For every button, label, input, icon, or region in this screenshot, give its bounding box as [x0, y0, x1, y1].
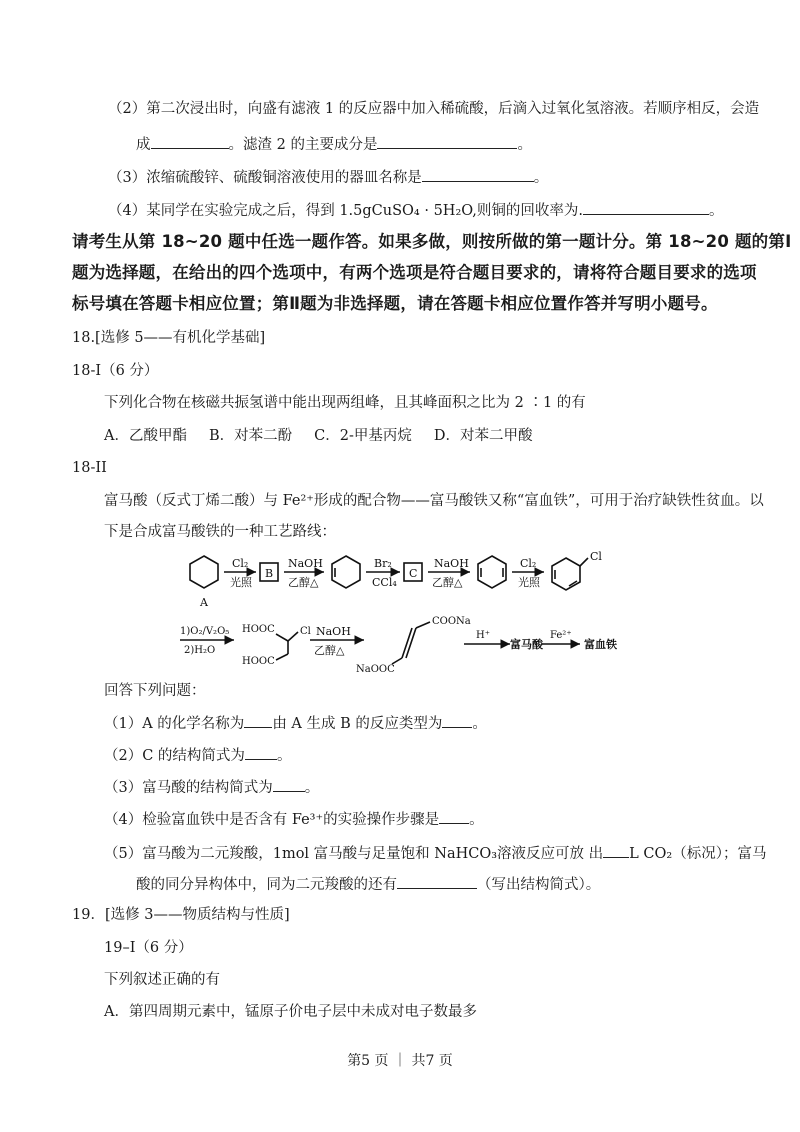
- cyclohexene-ring: [332, 556, 360, 588]
- q3-line: （3）浓缩硫酸锌、硫酸铜溶液使用的器皿名称是 。: [108, 167, 548, 188]
- answer-blank[interactable]: [422, 167, 534, 182]
- cyclohexadiene-ring: [478, 556, 506, 588]
- svg-text:富血铁: 富血铁: [584, 638, 617, 651]
- sub-question-5-line2: 酸的同分异构体中，同为二元羧酸的还有 （写出结构简式）。: [136, 874, 600, 895]
- answer-blank[interactable]: [245, 745, 277, 760]
- answer-blank[interactable]: [583, 200, 709, 215]
- option-b[interactable]: B．对苯二酚: [208, 428, 293, 444]
- answer-blank[interactable]: [244, 713, 272, 728]
- cyclohexane-ring: [190, 556, 218, 588]
- q19-part1-label: 19–I（6 分）: [104, 940, 193, 956]
- answer-blank[interactable]: [603, 843, 629, 858]
- synthesis-scheme: [180, 548, 640, 678]
- q18-header: 18.[选修 5——有机化学基础]: [72, 330, 266, 346]
- q18-part1-label: 18-I（6 分）: [72, 363, 159, 379]
- svg-text:NaOH: NaOH: [434, 557, 469, 570]
- svg-text:光照: 光照: [230, 576, 252, 589]
- chlorocyclohexadiene-ring: [552, 558, 580, 590]
- answer-blank[interactable]: [397, 874, 477, 889]
- svg-text:C: C: [409, 567, 418, 580]
- svg-text:CCl₄: CCl₄: [372, 576, 397, 589]
- q18-options: [104, 426, 555, 446]
- sub-question-2: （2）C 的结构简式为 。: [104, 745, 291, 766]
- instruction-line-3: 标号填在答题卡相应位置；第Ⅱ题为非选择题，请在答题卡相应位置作答并写明小题号。: [72, 294, 718, 313]
- svg-text:Cl₂: Cl₂: [520, 557, 537, 570]
- svg-text:乙醇△: 乙醇△: [314, 644, 345, 657]
- svg-text:2)H₂O: 2)H₂O: [184, 645, 216, 656]
- svg-text:1)O₂/V₂O₅: 1)O₂/V₂O₅: [180, 626, 230, 637]
- q18-part2-intro-1: 富马酸（反式丁烯二酸）与 Fe²⁺形成的配合物——富马酸铁又称“富血铁”，可用于治疗缺铁性贫血。以: [104, 493, 764, 509]
- answer-blank[interactable]: [151, 134, 229, 149]
- answer-blank[interactable]: [273, 777, 305, 792]
- svg-text:HOOC: HOOC: [242, 624, 275, 635]
- svg-text:富马酸: 富马酸: [510, 638, 543, 651]
- svg-text:NaOH: NaOH: [316, 625, 351, 638]
- instruction-line-2: 题为选择题，在给出的四个选项中，有两个选项是符合题目要求的，请将符合题目要求的选项: [72, 263, 757, 282]
- option-a[interactable]: A．乙酸甲酯: [104, 428, 187, 444]
- svg-text:Cl: Cl: [300, 626, 311, 637]
- q18-part2-label: 18-II: [72, 460, 107, 476]
- q2-line2: 成 。滤渣 2 的主要成分是 。: [136, 134, 532, 155]
- q4-line: （4）某同学在实验完成之后，得到 1.5gCuSO₄ · 5H₂O,则铜的回收率为. 。: [108, 200, 724, 221]
- svg-text:B: B: [265, 567, 274, 580]
- svg-text:乙醇△: 乙醇△: [288, 576, 319, 589]
- svg-text:Cl: Cl: [590, 550, 602, 563]
- svg-text:Fe²⁺: Fe²⁺: [550, 630, 572, 641]
- sub-question-4: （4）检验富血铁中是否含有 Fe³⁺的实验操作步骤是 。: [104, 809, 484, 830]
- page-footer: 第5 页 ｜ 共7 页: [347, 1053, 453, 1069]
- instruction-line-1: 请考生从第 18~20 题中任选一题作答。如果多做，则按所做的第一题计分。第 18~20 题的第Ⅰ: [72, 232, 792, 251]
- svg-text:乙醇△: 乙醇△: [432, 576, 463, 589]
- svg-text:Cl₂: Cl₂: [232, 557, 249, 570]
- svg-text:Br₂: Br₂: [374, 557, 392, 570]
- q19-header: 19．[选修 3——物质结构与性质]: [72, 907, 290, 923]
- option-c[interactable]: C．2-甲基丙烷: [314, 428, 412, 444]
- answer-intro: 回答下列问题：: [104, 683, 206, 699]
- svg-text:COONa: COONa: [432, 616, 471, 627]
- q19-option-a[interactable]: A．第四周期元素中，锰原子价电子层中未成对电子数最多: [104, 1004, 477, 1020]
- svg-text:光照: 光照: [518, 576, 540, 589]
- q19-stem: 下列叙述正确的有: [104, 972, 220, 988]
- answer-blank[interactable]: [439, 809, 469, 824]
- svg-text:HOOC: HOOC: [242, 656, 275, 667]
- option-d[interactable]: D．对苯二甲酸: [433, 428, 533, 444]
- sub-question-1: （1）A 的化学名称为 由 A 生成 B 的反应类型为 。: [104, 713, 487, 734]
- answer-blank[interactable]: [377, 134, 517, 149]
- q18-part2-intro-2: 下是合成富马酸铁的一种工艺路线：: [104, 524, 336, 540]
- sub-question-3: （3）富马酸的结构简式为 。: [104, 777, 319, 798]
- q18-part1-stem: 下列化合物在核磁共振氢谱中能出现两组峰，且其峰面积之比为 2 ∶1 的有: [104, 395, 586, 411]
- svg-text:NaOOC: NaOOC: [356, 664, 395, 675]
- label-a: A: [200, 596, 208, 609]
- sub-question-5-line1: （5）富马酸为二元羧酸，1mol 富马酸与足量饱和 NaHCO₃溶液反应可放 出 L CO₂（标况）；富马: [104, 843, 766, 864]
- svg-text:H⁺: H⁺: [476, 630, 490, 641]
- svg-text:NaOH: NaOH: [288, 557, 323, 570]
- answer-blank[interactable]: [442, 713, 472, 728]
- q2-line1: （2）第二次浸出时，向盛有滤液 1 的反应器中加入稀硫酸，后滴入过氧化氢溶液。若顺序相反，会造: [108, 101, 760, 117]
